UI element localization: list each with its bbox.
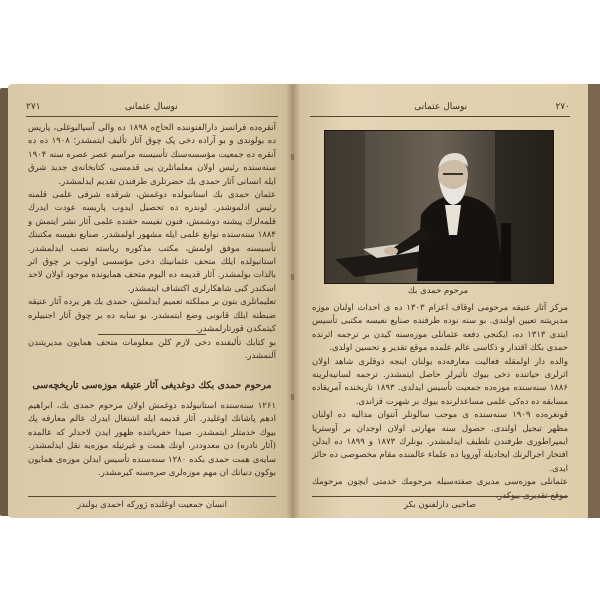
book-cover-right-edge — [586, 84, 600, 518]
right-paragraph: والده دار اولمقله فعالیت معارفه‌ده بولنان اینجه ذوقلری شاهد اولان اثرلری حیاتنده دخی بیوك تأثیرلر حاصل ایتمشدر. ترجمه لسانیه‌لرینه ۱۸۸۶ سنه‌سنده موزه‌ده جمعیت تأسیس ایدلدی. ۱۸۹۳ تاریخنده آمریقاده مسابقه ده ده‌كی علمی مساعدلرنده بیوك بر شهرت قزاندی. — [312, 356, 568, 407]
left-page-header — [26, 100, 278, 114]
right-page-number: ٢٧٠ — [555, 102, 570, 112]
open-book — [0, 84, 600, 518]
right-header-rule — [310, 116, 570, 117]
right-running-head: نوسال عثمانی — [414, 102, 468, 112]
photo-caption: مرحوم حمدی بك — [407, 286, 469, 296]
right-paragraph: مرکز آثار عتیقه مرحومی اوقاف اعزام ۱۳۰۳ ده ی احداث اولنان موزه مدیریتنه تعیین اولندی. بو سنه نوده طرفنده صنایع نفیسه مکتبی تأسیس ایتدی ۱۳۱۳ ده، ایكنجی دفعه عثمانلی موزه‌سنه کیدن بر ترجمه اثرنده حمدی بكك اقتدار و ذكاسی عالم علمده موقع تقدیر و تحسین اولدی. — [312, 303, 569, 354]
left-header-rule — [26, 116, 278, 117]
right-page-header — [310, 100, 570, 114]
book-gutter — [286, 84, 300, 518]
left-page — [8, 84, 296, 518]
left-footer-rule — [28, 496, 276, 497]
binding-stitch — [291, 154, 294, 160]
binding-stitch — [291, 274, 294, 280]
left-section-title: مرحوم حمدی بكك دوغدیغی آثار عتیقه موزه‌سی تاریخچه‌سی — [32, 380, 272, 391]
portrait-photograph — [324, 130, 554, 284]
left-body-text — [28, 122, 276, 361]
left-paragraph: عثمان حمدی بك استانبولده دوغمش، شرقده شرفی علمی قلمنه رئیس ادلموشدر. لوندره ده تحصیل ایدوب پاریسه عودت ایدرك قلمه‌لرك پیشنه دوشمش، فنون نفیسه حقنده علمی آثار نشر ایتمش و ۱۸۸۴ سنه‌سنده نوابغ علمی ایله مشهور اولمشدر. صنایع نفیسه مکتبنك تأسیسنه موفق اولمش، مکتب مذکوره ریاسته نصب ایدلمشدر. استانبولده ایلك متحف عثمانینك دخی مؤسسی اولوب بر چوق اثر بالذات بولمشدر. آثار قدیمه ده الیوم متحف همایونده موجود اولان لاحد اسكندر كبی شاهكارلری اكتشاف ایتمشدر. — [28, 190, 276, 294]
right-body-text — [312, 302, 568, 494]
right-paragraph: قونغره‌ده ۱۹۰۹ سنه‌سنده ی موجب سالونلر آنتوان مدالیه ده اولنان مظهر تبجیل اولندی. حصول سنه مهارتی اولان اوجدان بر آوستریا ایمپراطوری طرفندن تلطیف ایدلمشدر. بونلرك ۱۸۷۳ و ۱۸۹۹ ده ایدلن افتخار اجرالرنك ایجادیله آوروپا ده علماء عالمنده مقام مخصوصی ده حائز ایدی. — [312, 410, 568, 474]
section-divider — [98, 334, 206, 335]
left-page-footer: انسان جمعیت اوغلنده ژوركه احمدی بولندر — [76, 500, 228, 510]
left-page-number: ٢٧١ — [26, 102, 41, 112]
left-section-paragraph: ۱۲۶۱ سنه‌سنده استانبولده دوغمش اولان مرحوم حمدی بك، ابراهیم ادهم پاشانك اوغلیدر. آثار قدیمه ایله اشتغال ایدرك عالم معارفه پك بیوك خدمتلر ایتمشدر. صیدا حفریاتنده ظهور ایدن لاحدلر كه عالمده (آثار نادره) دن معدوددر، اونك همت و غیرتیله موزه‌یه نقل ایدلمشدر. سایه‌ی همت حمدی بكده ۱۲۸۰ سنه‌سنده تأسیس ایدلن موزه‌ی همایون بوكون دنیانك ان مهم موزه‌لری صره‌سنه كیرمشدر. — [28, 401, 276, 479]
left-paragraph: بو كتابك تألیفنده دخی لازم كلن معلومات متحف همایون مدیریتندن آلنمشدر. — [28, 337, 276, 361]
left-section-text — [28, 400, 276, 494]
left-paragraph: آنقره‌ده فرانسز دارالفنوننده الحاج‌ه ۱۸۹۸ ده والی آسپالیوغلی، پاریس ده بولوندی و بو آراده دخی پک چوق آثار تألیف ایتمشدر؛ ۱۹۰۸ ده ده آنقره ده جمعیت مؤسسه‌سنك تأسیسنه مراسم عصر عصره سنه ۱۹۰۴ سنه‌سنده رئیس اولان معلماتلرن پی قدمسی، كتابخانه‌ی جدید شرق ایله انسانی آثار حمدی بك حضرتلری طرفندن تقدیم ایدلمشدر. — [28, 123, 276, 187]
right-footer-rule — [312, 496, 568, 497]
right-page-footer: صاحبی دارلفنون بكر — [403, 500, 477, 510]
right-paragraph: عثمانلی موزه‌سی مدیری صفته‌سیله مرحومك خدمتی ایچون مرحومك — [312, 477, 568, 488]
binding-stitch — [291, 394, 294, 400]
left-paragraph: تعلیماتلری بتون بر مملكته تعمیم ایدلمش، حمدی بك هر یرده آثار عتیقه ضبطنه ایلك قانونی وضع ایتمشدر. بو سایه ده بر چوق آثار اجنبیلره كیتمكدن قورتارلمشدر. — [28, 297, 276, 335]
right-page — [292, 84, 588, 518]
left-running-head: نوسال عثمانی — [124, 102, 178, 112]
portrait-illustration — [325, 131, 553, 283]
